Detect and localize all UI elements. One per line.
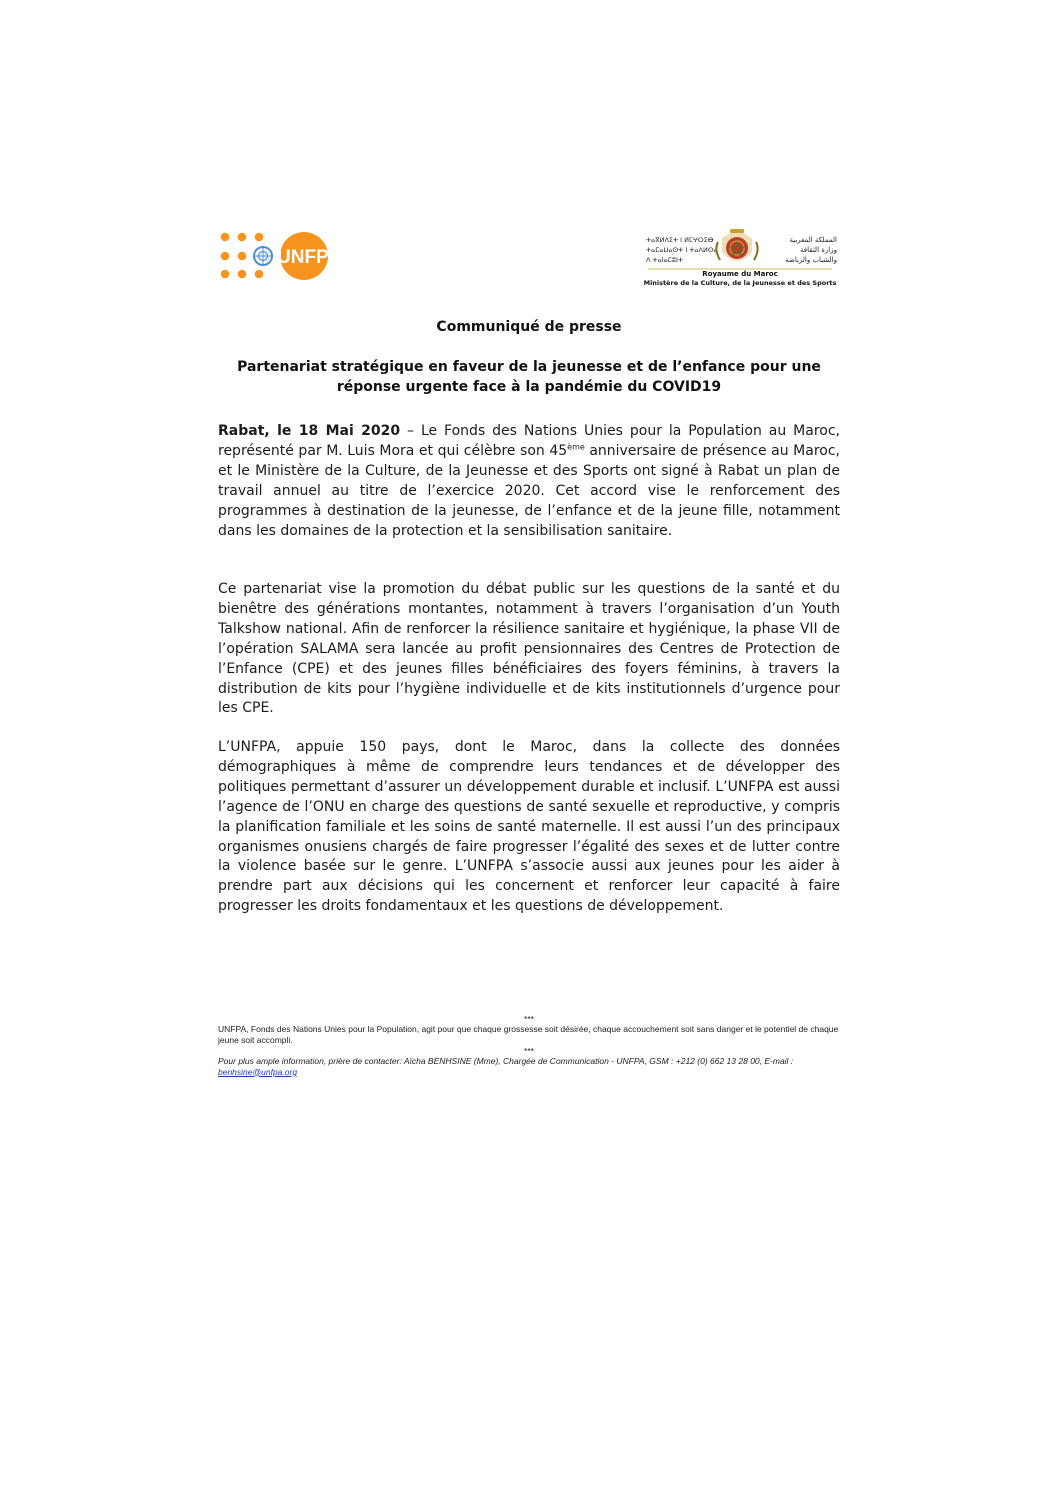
dateline: Rabat, le 18 Mai 2020 [218,423,401,439]
subtitle-line-1: Partenariat stratégique en faveur de la jeunesse et de l’enfance pour une [237,359,821,375]
tifinagh-line-2: ⵜⴰⵎⴰⵡⴰⵙⵜ ⵏ ⵜⴰⴷⵍⵙⴰ [646,246,718,254]
paragraph-3: L’UNFPA, appuie 150 pays, dont le Maroc, dans la collecte des données démographiques à même de comprendre leurs tendances et de développer des politiques permettant d’assurer un développement durable et inclusif. L’UNFPA est aussi l’agence de l’ONU en charge des questions de santé sexuelle et reproductive, y compris la planification familiale et les soins de santé maternelle. Il est aussi l’un des principaux organismes onusiens chargés de faire progresser l’égalité des sexes et de lutter contre la violence basée sur le genre. L’UNFPA s’associe aussi aux jeunes pour les aider à prendre part aux décisions qui les concernent et renforcer leur capacité à faire progresser les droits fondamentaux et les questions de développement. [218,739,840,915]
paragraph-1-text-a: – Le Fonds des Nations Unies pour la Population au Maroc, représenté par M. Luis Mora et qui célèbre son 45 [218,423,840,459]
paragraph-2: Ce partenariat vise la promotion du débat public sur les questions de la santé et du bienêtre des générations montantes, notamment à travers l’organisation d’un Youth Talkshow national. Afin de renforcer la résilience sanitaire et hygiénique, la phase VII de l’opération SALAMA sera lancée au profit pensionnaires des Centres de Protection de l’Enfance (CPE) et des jeunes filles bénéficiaires des foyers féminins, à travers la distribution de kits pour l’hygiène individuelle et de kits institutionnels d’urgence pour les CPE. [218,581,840,717]
ministry-caption [640,270,840,288]
separator-top: *** [524,1014,534,1024]
footer-note: UNFPA, Fonds des Nations Unies pour la Population, agit pour que chaque grossesse soit désirée, chaque accouchement soit sans danger et le potentiel de chaque jeune soit accompli. [218,1024,839,1045]
arabic-line-3: والشباب والرياضة [785,256,837,264]
ordinal-suffix: ème [567,442,585,452]
tifinagh-line-3: ⴷ ⵜⴰⵏⴰⵎⵓⵏⵜ [646,256,683,264]
subtitle-line-2: réponse urgente face à la pandémie du COVID19 [336,379,722,395]
unfpa-logo-text: UNFPA [277,247,342,268]
contact-info [218,1056,840,1077]
paragraph-1-text-b: anniversaire de présence au Maroc, et le Ministère de la Culture, de la Jeunesse et des Sports ont signé à Rabat un plan de travail annuel au titre de l’exercice 2020. Cet accord vise le renforcement des programmes à destination de la jeunesse, de l’enfance et de la jeune fille, notamment dans les domaines de la protection et la sensibilisation sanitaire. [218,442,840,539]
separator-bottom: *** [524,1046,534,1056]
document-subtitle [218,357,840,397]
arabic-line-1: المملكة المغربية [789,236,837,244]
paragraph-1 [218,422,840,541]
email-link[interactable]: benhsine@unfpa.org [218,1066,298,1077]
tifinagh-line-1: ⵜⴰⴳⵍⴷⵉⵜ ⵏ ⵍⵎⵖⵔⵉⴱ [646,236,714,244]
arabic-line-2: وزارة الثقافة [800,246,837,254]
unfpa-logo [218,231,342,281]
contact-text: Pour plus ample information, prière de contacter: Aïcha BENHSINE (Mme), Chargée de Communication - UNFPA, GSM : +212 (0) 662 13 28 00, E-mail : [218,1056,794,1066]
document-heading: Communiqué de presse [436,319,622,335]
ministry-caption-country: Royaume du Maroc [702,270,778,278]
coat-of-arms-icon [716,229,757,261]
ministry-caption-ministry: Ministère de la Culture, de la Jeunesse et des Sports [643,279,837,287]
